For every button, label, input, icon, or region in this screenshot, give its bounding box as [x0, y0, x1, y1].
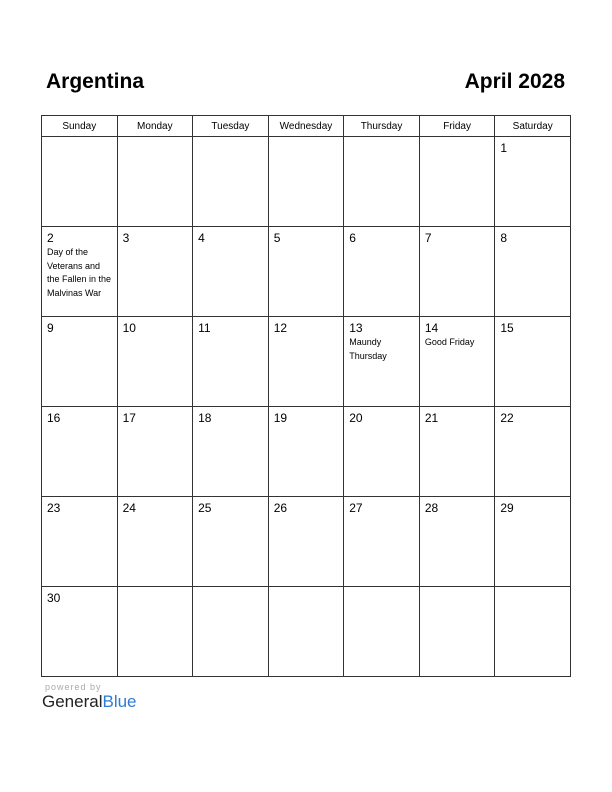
- day-number: 17: [122, 411, 136, 425]
- day-cell: [495, 587, 571, 677]
- day-cell: [268, 407, 344, 497]
- day-number: 28: [424, 501, 439, 515]
- day-cell: [42, 587, 118, 677]
- day-number: 6: [349, 231, 356, 245]
- holiday-label: Good Friday: [424, 337, 475, 347]
- day-cell: [193, 317, 269, 407]
- day-cell: [193, 407, 269, 497]
- footer: [42, 682, 137, 712]
- day-cell: [117, 317, 193, 407]
- generalblue-logo: [42, 692, 137, 712]
- day-number: 22: [500, 411, 514, 425]
- day-number: 18: [198, 411, 212, 425]
- week-row: [42, 137, 571, 227]
- day-cell: [344, 227, 420, 317]
- day-cell: [193, 227, 269, 317]
- day-cell: [419, 407, 495, 497]
- day-cell: [419, 587, 495, 677]
- day-cell: [344, 497, 420, 587]
- day-cell: [268, 497, 344, 587]
- month-year-title: April 2028: [464, 70, 565, 93]
- day-cell: [495, 317, 571, 407]
- logo-general: General: [42, 692, 103, 711]
- day-number: 14: [424, 321, 439, 335]
- day-number: 12: [273, 321, 288, 335]
- day-cell: [495, 137, 571, 227]
- day-cell: [117, 497, 193, 587]
- day-cell: [42, 227, 118, 317]
- day-cell: [268, 587, 344, 677]
- weekday-header: Wednesday: [268, 116, 344, 137]
- day-number: 20: [349, 411, 363, 425]
- weekday-header: Sunday: [42, 116, 118, 137]
- powered-by-text: powered by: [45, 682, 102, 692]
- day-cell: [193, 137, 269, 227]
- day-number: 23: [47, 501, 61, 515]
- week-row: [42, 317, 571, 407]
- day-number: 29: [500, 501, 514, 515]
- day-number: 26: [273, 501, 288, 515]
- day-cell: [419, 497, 495, 587]
- holiday-label: Day of the Veterans and the Fallen in the Malvinas War: [47, 247, 112, 298]
- day-cell: [344, 407, 420, 497]
- weekday-header: Monday: [117, 116, 193, 137]
- day-number: 1: [500, 141, 508, 155]
- day-cell: [268, 227, 344, 317]
- day-number: 11: [198, 321, 211, 335]
- weekday-header: Thursday: [344, 116, 420, 137]
- day-number: 2: [47, 231, 54, 245]
- day-cell: [419, 137, 495, 227]
- day-number: 4: [198, 231, 205, 245]
- day-cell: [268, 137, 344, 227]
- day-cell: [495, 227, 571, 317]
- day-cell: [42, 137, 118, 227]
- day-cell: [344, 587, 420, 677]
- day-cell: [419, 227, 495, 317]
- day-cell: [495, 497, 571, 587]
- day-cell: [268, 317, 344, 407]
- week-row: [42, 497, 571, 587]
- day-cell: [344, 317, 420, 407]
- day-cell: [117, 227, 193, 317]
- day-number: 9: [47, 321, 54, 335]
- day-number: 16: [47, 411, 61, 425]
- logo-blue: Blue: [102, 692, 137, 711]
- day-number: 19: [273, 411, 288, 425]
- day-cell: [495, 407, 571, 497]
- day-cell: [117, 137, 193, 227]
- day-cell: [42, 317, 118, 407]
- week-row: [42, 407, 571, 497]
- day-number: 24: [122, 501, 136, 515]
- day-cell: [193, 587, 269, 677]
- day-number: 27: [349, 501, 363, 515]
- day-number: 21: [424, 411, 439, 425]
- day-cell: [42, 407, 118, 497]
- day-number: 13: [349, 321, 363, 335]
- day-cell: [42, 497, 118, 587]
- day-cell: [419, 317, 495, 407]
- day-number: 15: [500, 321, 514, 335]
- weekday-header-row: [42, 116, 571, 137]
- holiday-label: Maundy Thursday: [349, 337, 387, 361]
- calendar-grid: [41, 115, 571, 677]
- country-title: Argentina: [46, 70, 145, 93]
- weekday-header: Tuesday: [193, 116, 269, 137]
- weekday-header: Saturday: [495, 116, 571, 137]
- week-row: [42, 587, 571, 677]
- weekday-header: Friday: [419, 116, 495, 137]
- day-number: 30: [47, 591, 61, 605]
- day-number: 3: [122, 231, 130, 245]
- day-number: 5: [273, 231, 281, 245]
- week-row: [42, 227, 571, 317]
- day-cell: [344, 137, 420, 227]
- day-number: 8: [500, 231, 508, 245]
- day-number: 10: [122, 321, 136, 335]
- day-number: 7: [424, 231, 432, 245]
- day-cell: [193, 497, 269, 587]
- day-cell: [117, 587, 193, 677]
- day-number: 25: [198, 501, 212, 515]
- day-cell: [117, 407, 193, 497]
